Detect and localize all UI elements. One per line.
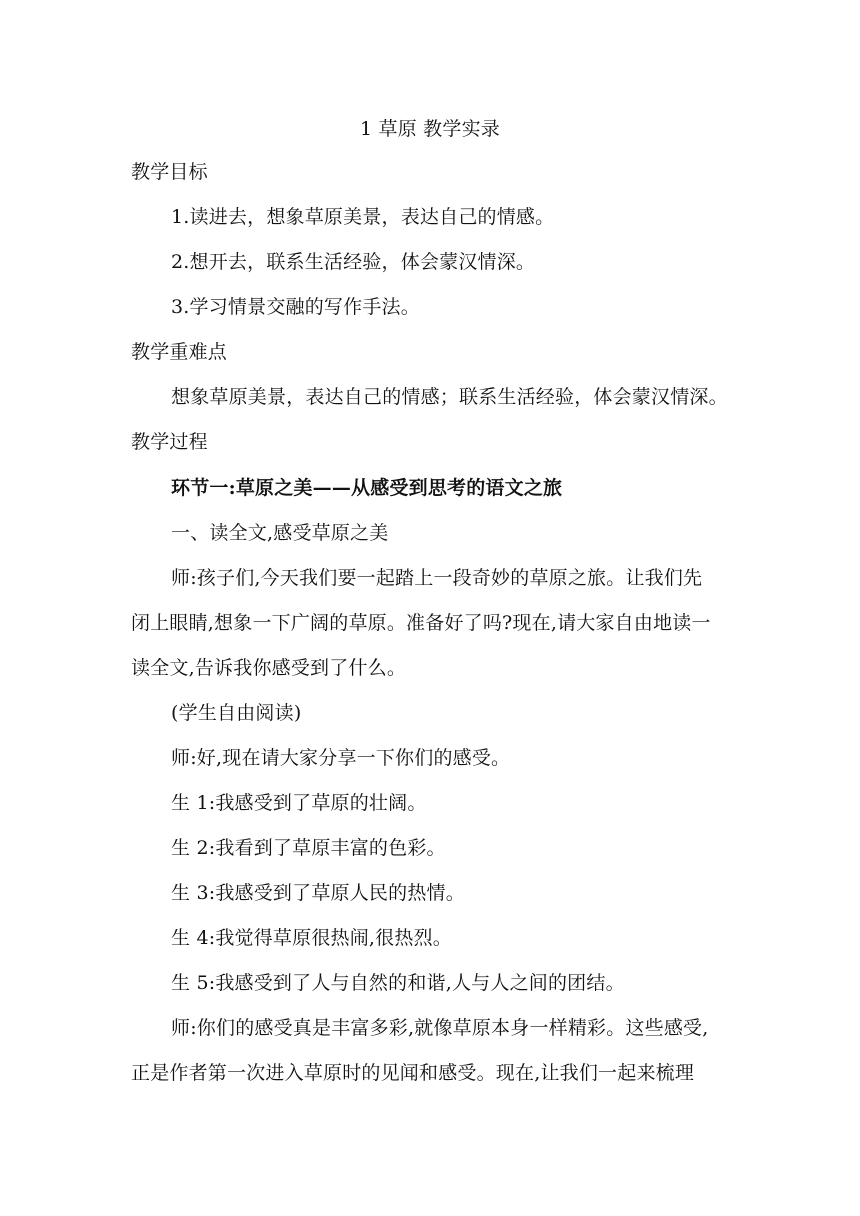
goals-heading: 教学目标 — [131, 161, 208, 183]
goal-item-1: 1.读进去，想象草原美景，表达自己的情感。 — [171, 206, 555, 228]
goal-item-3: 3.学习情景交融的写作手法。 — [171, 296, 420, 318]
student-response-5: 生 5:我感受到了人与自然的和谐,人与人之间的团结。 — [171, 972, 625, 994]
part1-heading: 一、读全文,感受草原之美 — [171, 522, 389, 544]
document-title: 1 草原 教学实录 — [360, 118, 500, 140]
teacher-share: 师:好,现在请大家分享一下你们的感受。 — [171, 747, 511, 769]
student-response-1: 生 1:我感受到了草原的壮阔。 — [171, 792, 427, 814]
teacher-summary-line-1: 师:你们的感受真是丰富多彩,就像草原本身一样精彩。这些感受, — [171, 1017, 709, 1039]
teacher-intro-line-3: 读全文,告诉我你感受到了什么。 — [131, 657, 407, 679]
key-points-heading: 教学重难点 — [131, 341, 228, 363]
process-heading: 教学过程 — [131, 431, 208, 453]
goal-item-2: 2.想开去，联系生活经验，体会蒙汉情深。 — [171, 251, 536, 273]
teacher-intro-line-1: 师:孩子们,今天我们要一起踏上一段奇妙的草原之旅。让我们先 — [171, 567, 703, 589]
student-response-4: 生 4:我觉得草原很热闹,很热烈。 — [171, 927, 452, 949]
teacher-summary-line-2: 正是作者第一次进入草原时的见闻和感受。现在,让我们一起来梳理 — [131, 1062, 695, 1084]
student-response-3: 生 3:我感受到了草原人民的热情。 — [171, 882, 465, 904]
student-action: (学生自由阅读) — [171, 702, 302, 724]
student-response-2: 生 2:我看到了草原丰富的色彩。 — [171, 837, 446, 859]
stage1-heading: 环节一:草原之美——从感受到思考的语文之旅 — [171, 477, 563, 499]
key-points-text: 想象草原美景，表达自己的情感；联系生活经验，体会蒙汉情深。 — [171, 386, 728, 408]
teacher-intro-line-2: 闭上眼睛,想象一下广阔的草原。准备好了吗?现在,请大家自由地读一 — [131, 612, 711, 634]
